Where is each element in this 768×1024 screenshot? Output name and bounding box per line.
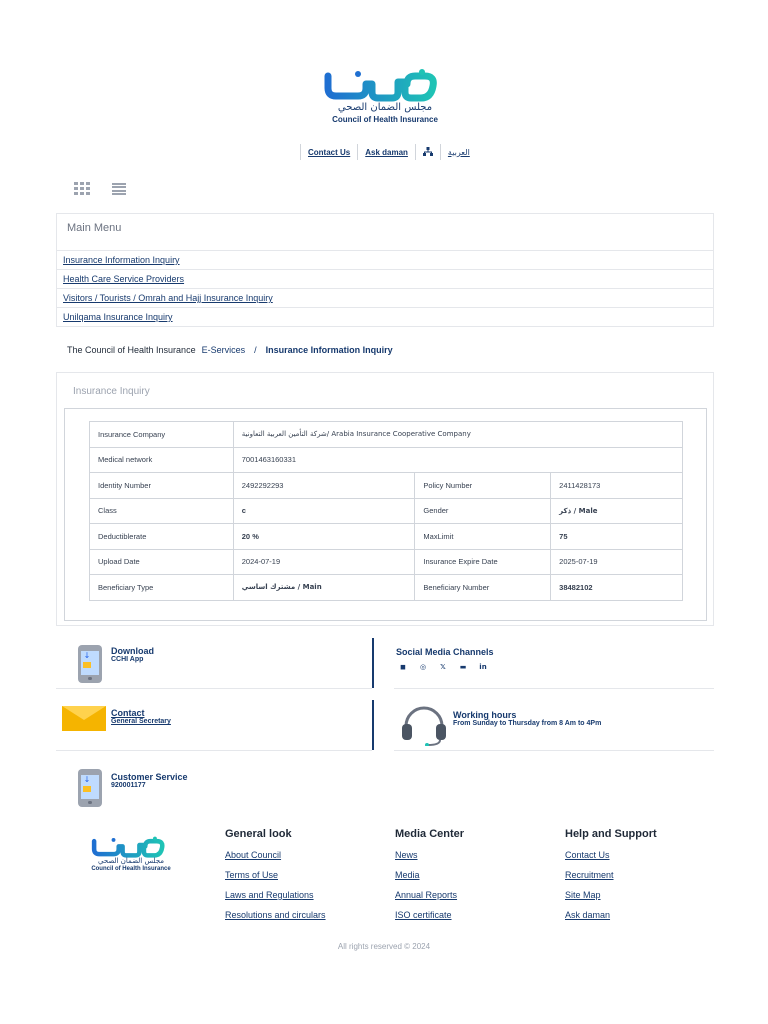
menu-item-visitors[interactable] [57, 288, 713, 307]
menu-item-label[interactable]: Visitors / Tourists / Omrah and Hajj Insurance Inquiry [63, 293, 273, 303]
logo-arabic-name: مجلس الضمان الصحي [337, 102, 433, 113]
footer-logo-english: Council of Health Insurance [91, 866, 171, 872]
customer-service-block [111, 772, 188, 789]
headset-icon [400, 704, 448, 746]
menu-item-label[interactable]: Health Care Service Providers [63, 274, 185, 284]
footer-link-resolutions[interactable]: Resolutions and circulars [225, 910, 326, 920]
identity-label: Identity Number [90, 473, 234, 499]
working-hours-title: Working hours [453, 710, 517, 720]
main-menu [56, 213, 714, 327]
download-subtitle: CCHI App [111, 656, 144, 663]
grid-icon[interactable] [74, 182, 90, 196]
menu-item-label[interactable]: Insurance Information Inquiry [63, 255, 180, 265]
divider [372, 700, 374, 750]
footer-link-about[interactable]: About Council [225, 850, 282, 860]
mobile-phone-icon: ↓ [78, 769, 102, 807]
footer-heading: Help and Support [565, 828, 657, 840]
footer-column-general [225, 828, 326, 929]
copyright: All rights reserved © 2024 [337, 942, 431, 951]
beneficiary-number-label: Beneficiary Number [415, 575, 551, 601]
footer-link-media[interactable]: Media [395, 870, 420, 880]
upload-date-label: Upload Date [90, 549, 234, 575]
customer-service-number[interactable]: 920001177 [111, 782, 146, 789]
breadcrumb-home[interactable]: The Council of Health Insurance [67, 345, 196, 355]
footer-link-news[interactable]: News [395, 850, 418, 860]
social-icons [398, 662, 488, 672]
expire-date-label: Insurance Expire Date [415, 549, 551, 575]
working-hours-text: From Sunday to Thursday from 8 Am to 4Pm [453, 720, 602, 727]
footer-logo-arabic: مجلس الضمان الصحي [98, 857, 164, 865]
company-label: Insurance Company [90, 422, 234, 448]
main-menu-title: Main Menu [67, 222, 122, 234]
council-logo[interactable] [322, 68, 448, 130]
social-media-block [396, 647, 494, 657]
policy-value: 2411428173 [551, 473, 683, 499]
identity-value: 2492292293 [233, 473, 415, 499]
footer-logo[interactable] [88, 836, 174, 876]
breadcrumb [67, 345, 393, 355]
mobile-app-icon: ↓ [78, 645, 102, 683]
sitemap-icon[interactable] [416, 147, 440, 158]
gender-label: Gender [415, 498, 551, 524]
footer-heading: Media Center [395, 828, 465, 840]
class-value: c [233, 498, 415, 524]
youtube-icon[interactable]: ▬ [459, 663, 467, 671]
maxlimit-value: 75 [551, 524, 683, 550]
footer-heading: General look [225, 828, 292, 840]
footer-link-iso[interactable]: ISO certificate [395, 910, 452, 920]
table-row [90, 575, 683, 601]
divider [372, 638, 374, 688]
top-links-bar [300, 143, 477, 161]
envelope-icon [62, 706, 106, 731]
social-media-title: Social Media Channels [396, 647, 494, 657]
download-app-block[interactable] [111, 646, 154, 663]
menu-item-label[interactable]: Unilqama Insurance Inquiry [63, 312, 173, 322]
footer-column-media [395, 828, 464, 929]
daman-logo-mark [322, 68, 448, 102]
instagram-icon[interactable]: ◎ [419, 663, 427, 671]
table-row [90, 473, 683, 499]
inquiry-result-box [64, 408, 707, 621]
menu-item-insurance-inquiry[interactable] [57, 250, 713, 269]
x-icon[interactable]: 𝕏 [440, 663, 446, 671]
maxlimit-label: MaxLimit [415, 524, 551, 550]
table-row [90, 524, 683, 550]
divider [56, 688, 372, 689]
breadcrumb-separator: / [254, 345, 257, 355]
insurance-inquiry-panel [56, 372, 714, 626]
footer-link-annual-reports[interactable]: Annual Reports [395, 890, 458, 900]
divider [394, 688, 714, 689]
beneficiary-type-value: مشترك اساسي / Main [233, 575, 415, 601]
deductible-value: 20 % [233, 524, 415, 550]
panel-title: Insurance Inquiry [73, 386, 150, 397]
ask-daman-link[interactable]: Ask daman [365, 147, 408, 157]
contact-subtitle[interactable]: General Secretary [111, 718, 171, 725]
table-row [90, 549, 683, 575]
download-title[interactable]: Download [111, 646, 154, 656]
breadcrumb-current: Insurance Information Inquiry [265, 345, 393, 355]
table-row [90, 498, 683, 524]
upload-date-value: 2024-07-19 [233, 549, 415, 575]
logo-english-name: Council of Health Insurance [332, 115, 438, 124]
network-label: Medical network [90, 447, 234, 473]
view-toggle [74, 182, 126, 196]
customer-service-title: Customer Service [111, 772, 188, 782]
divider [394, 750, 714, 751]
contact-us-link[interactable]: Contact Us [308, 147, 351, 157]
menu-item-unilqama[interactable] [57, 307, 713, 326]
table-row [90, 447, 683, 473]
gender-value: ذكر / Male [551, 498, 683, 524]
footer-link-ask-daman[interactable]: Ask daman [565, 910, 611, 920]
company-value: شركة التأمين العربية التعاونية/ Arabia Insurance Cooperative Company [233, 422, 682, 448]
contact-title[interactable]: Contact [111, 708, 145, 718]
footer-link-contact[interactable]: Contact Us [565, 850, 610, 860]
table-row [90, 422, 683, 448]
class-label: Class [90, 498, 234, 524]
footer-link-sitemap[interactable]: Site Map [565, 890, 601, 900]
footer-link-recruitment[interactable]: Recruitment [565, 870, 614, 880]
policy-label: Policy Number [415, 473, 551, 499]
beneficiary-type-label: Beneficiary Type [90, 575, 234, 601]
deductible-label: Deductiblerate [90, 524, 234, 550]
menu-item-providers[interactable] [57, 269, 713, 288]
beneficiary-number-value: 38482102 [551, 575, 683, 601]
contact-block[interactable] [111, 708, 171, 725]
insurance-info-table [89, 421, 683, 601]
footer-link-terms[interactable]: Terms of Use [225, 870, 279, 880]
daman-logo-mark [88, 836, 174, 858]
network-value: 7001463160331 [233, 447, 682, 473]
working-hours-block [453, 710, 601, 727]
footer-link-laws[interactable]: Laws and Regulations [225, 890, 314, 900]
footer-column-help [565, 828, 657, 929]
facebook-icon[interactable]: ◼ [400, 663, 406, 671]
breadcrumb-eservices[interactable]: E-Services [201, 345, 246, 355]
expire-date-value: 2025-07-19 [551, 549, 683, 575]
linkedin-icon[interactable]: in [479, 663, 487, 671]
divider [56, 750, 372, 751]
list-icon[interactable] [112, 182, 126, 196]
language-switch-link[interactable]: العربية [447, 147, 470, 157]
